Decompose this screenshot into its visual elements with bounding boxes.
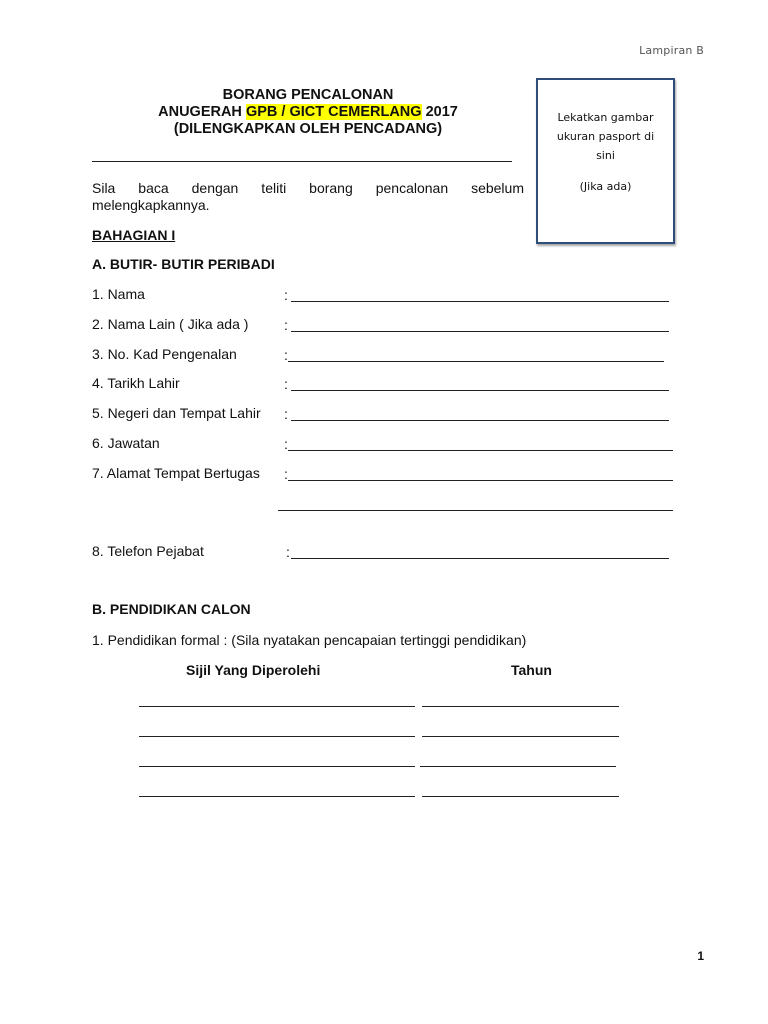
field-label-other-name: 2. Nama Lain ( Jika ada ) xyxy=(92,316,249,332)
intro-text: Sila baca dengan teliti borang pencalonan sebelum xyxy=(92,180,524,196)
education-instruction: 1. Pendidikan formal : (Sila nyatakan pencapaian tertinggi pendidikan) xyxy=(92,632,527,648)
year-line[interactable] xyxy=(422,736,619,737)
year-line[interactable] xyxy=(422,796,619,797)
field-colon: : xyxy=(284,287,288,303)
field-label-work-address: 7. Alamat Tempat Bertugas xyxy=(92,465,260,481)
year-line[interactable] xyxy=(420,766,616,767)
certificate-line[interactable] xyxy=(139,766,415,767)
award-title-highlight: GPB / GICT CEMERLANG xyxy=(245,104,422,120)
certificate-line[interactable] xyxy=(139,796,415,797)
field-line-work-address[interactable] xyxy=(288,480,673,481)
photo-box-note: (Jika ada) xyxy=(579,180,632,193)
field-label-office-phone: 8. Telefon Pejabat xyxy=(92,543,204,559)
field-colon: : xyxy=(286,544,290,560)
field-line-work-address-2[interactable] xyxy=(278,510,673,511)
field-label-birth-place: 5. Negeri dan Tempat Lahir xyxy=(92,405,261,421)
field-line-other-name[interactable] xyxy=(291,331,669,332)
field-label-ic-number: 3. No. Kad Pengenalan xyxy=(92,346,237,362)
section-part-heading: BAHAGIAN I xyxy=(92,227,176,243)
column-header-certificate: Sijil Yang Diperolehi xyxy=(186,662,321,678)
form-title: BORANG PENCALONAN xyxy=(222,87,394,103)
field-line-position[interactable] xyxy=(288,450,673,451)
field-colon: : xyxy=(284,466,288,482)
field-colon: : xyxy=(284,376,288,392)
photo-box-instruction: Lekatkan gambar ukuran pasport di sini xyxy=(556,111,655,162)
field-line-birth-place[interactable] xyxy=(291,420,669,421)
title-divider xyxy=(92,161,512,162)
field-colon: : xyxy=(284,347,288,363)
field-colon: : xyxy=(284,406,288,422)
section-a-heading: A. BUTIR- BUTIR PERIBADI xyxy=(92,256,275,272)
intro-text-continued: melengkapkannya. xyxy=(92,197,210,213)
column-header-year: Tahun xyxy=(511,662,552,678)
page-number: 1 xyxy=(697,949,704,963)
field-colon: : xyxy=(284,436,288,452)
award-title-prefix: ANUGERAH xyxy=(158,104,246,120)
field-line-name[interactable] xyxy=(291,301,669,302)
year-line[interactable] xyxy=(422,706,619,707)
award-title-suffix: 2017 xyxy=(421,104,458,120)
photo-box xyxy=(536,78,675,244)
field-label-birth-date: 4. Tarikh Lahir xyxy=(92,375,180,391)
form-subtitle: (DILENGKAPKAN OLEH PENCADANG) xyxy=(173,121,443,137)
award-title xyxy=(92,104,524,120)
field-colon: : xyxy=(284,317,288,333)
attachment-label: Lampiran B xyxy=(639,44,704,57)
field-label-name: 1. Nama xyxy=(92,286,145,302)
certificate-line[interactable] xyxy=(139,706,415,707)
section-b-heading: B. PENDIDIKAN CALON xyxy=(92,601,251,617)
field-line-birth-date[interactable] xyxy=(291,390,669,391)
certificate-line[interactable] xyxy=(139,736,415,737)
field-line-office-phone[interactable] xyxy=(291,558,669,559)
field-label-position: 6. Jawatan xyxy=(92,435,160,451)
field-line-ic-number[interactable] xyxy=(288,361,664,362)
